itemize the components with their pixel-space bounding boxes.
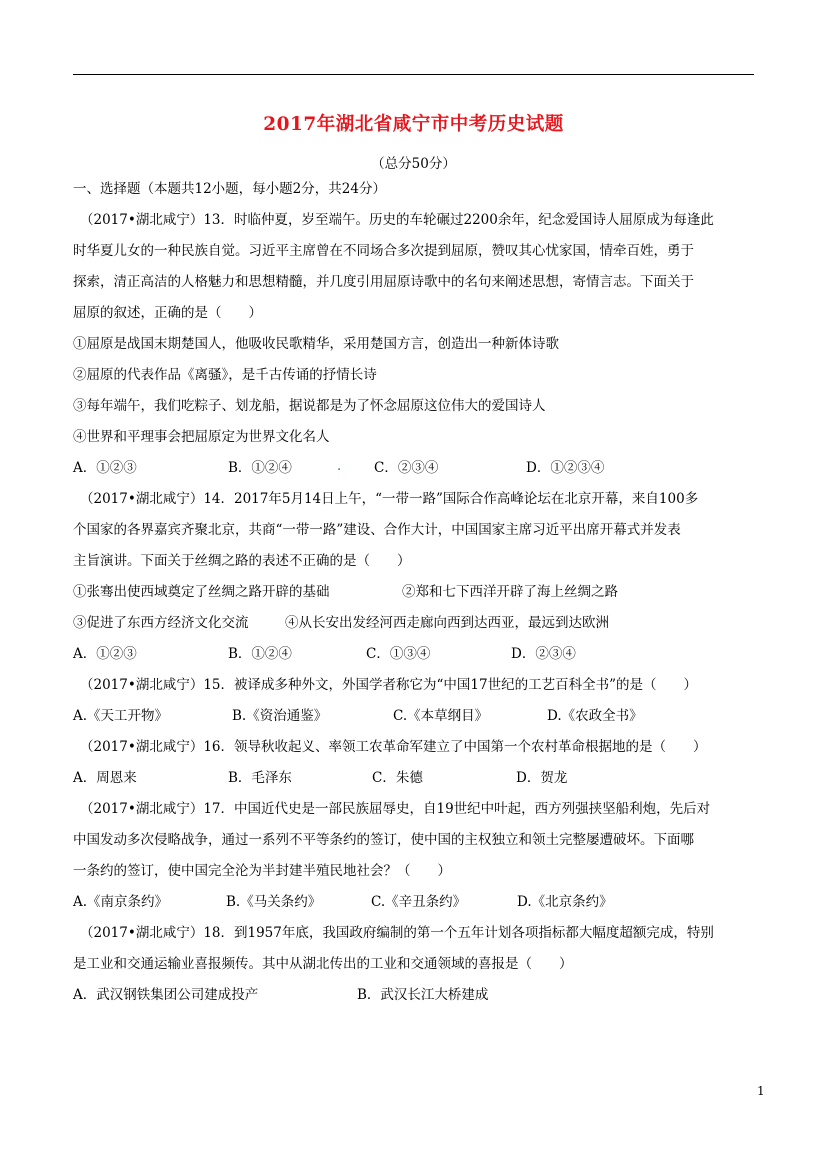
question-16-stem-line: （2017•湖北咸宁）16．领导秋收起义、率领工农革命军建立了中国第一个农村革命根据地的是（ ） (80, 739, 707, 755)
question-13-statement: ④世界和平理事会把屈原定为世界文化名人 (73, 429, 330, 445)
question-16 (73, 732, 763, 794)
question-14-options (73, 639, 763, 670)
question-14-statement: ③促进了东西方经济文化交流 (73, 615, 249, 631)
question-17 (73, 794, 763, 918)
option-b: B．①②④ (228, 646, 292, 662)
scan-mark: . (337, 459, 342, 474)
page-number: 1 (757, 1084, 765, 1098)
option-c: C.《辛丑条约》 (371, 894, 467, 910)
option-a: A．①②③ (73, 646, 137, 662)
question-14-stem-line: 主旨演讲。下面关于丝绸之路的表述不正确的是（ ） (73, 553, 411, 569)
question-14-statement: ②郑和七下西洋开辟了海上丝绸之路 (402, 584, 618, 600)
question-14-stem-line: 个国家的各界嘉宾齐聚北京，共商“一带一路”建设、合作大计，中国国家主席习近平出席开幕式并发表 (73, 522, 681, 538)
question-13-stem-line: 时华夏儿女的一种民族自觉。习近平主席曾在不同场合多次提到屈原，赞叹其心忧家国，情牵百姓，勇于 (73, 243, 694, 259)
total-score: （总分50分） (371, 156, 456, 172)
question-14-statements-row (73, 577, 763, 608)
option-d: D.《农政全书》 (547, 708, 643, 724)
question-17-stem-line: 中国发动多次侵略战争，通过一系列不平等条约的签订，使中国的主权独立和领土完整屡遭破坏。下面哪 (73, 832, 694, 848)
question-13-statement: ②屈原的代表作品《离骚》，是千古传诵的抒情长诗 (73, 367, 377, 383)
question-14-statement: ④从长安出发经河西走廊向西到达西亚，最远到达欧洲 (285, 615, 609, 631)
question-16-options (73, 763, 763, 794)
option-d: D．②③④ (511, 646, 576, 662)
option-b: B.《资治通鉴》 (232, 708, 328, 724)
option-a: A．周恩来 (73, 770, 137, 786)
question-14-statements-row (73, 608, 763, 639)
question-13-stem-line: 屈原的叙述，正确的是（ ） (73, 305, 262, 321)
page-title: 2017年湖北省咸宁市中考历史试题 (263, 114, 564, 135)
question-13-options (73, 453, 763, 484)
question-14-stem-line: （2017•湖北咸宁）14．2017年5月14日上午，“一带一路”国际合作高峰论坛在北京开幕，来自100多 (80, 491, 699, 507)
question-13-stem-line: （2017•湖北咸宁）13．时临仲夏，岁至端午。历史的车轮碾过2200余年，纪念爱国诗人屈原成为每逢此 (80, 212, 714, 228)
question-13 (73, 205, 763, 484)
question-15-options (73, 701, 763, 732)
question-18-options (73, 980, 763, 1011)
option-a: A．①②③ (73, 460, 137, 476)
option-d: D．贺龙 (516, 770, 568, 786)
question-13-stem-line: 探索，清正高洁的人格魅力和思想精髓，并几度引用屈原诗歌中的名句来阐述思想，寄情言志。下面关于 (73, 274, 694, 290)
exam-content (73, 174, 763, 1011)
question-15-stem-line: （2017•湖北咸宁）15．被译成多种外文，外国学者称它为“中国17世纪的工艺百科全书”的是（ ） (80, 677, 697, 693)
question-17-stem-line: 一条约的签订，使中国完全沦为半封建半殖民地社会？（ ） (73, 863, 451, 879)
section-heading: 一、选择题（本题共12小题，每小题2分，共24分） (73, 181, 386, 197)
question-18-stem-line: 是工业和交通运输业喜报频传。其中从湖北传出的工业和交通领域的喜报是（ ） (73, 956, 573, 972)
question-14-statement: ①张骞出使西域奠定了丝绸之路开辟的基础 (73, 584, 330, 600)
option-a: A．武汉钢铁集团公司建成投产 (73, 987, 259, 1003)
question-18-stem-line: （2017•湖北咸宁）18．到1957年底，我国政府编制的第一个五年计划各项指标都大幅度超额完成，特别 (80, 925, 714, 941)
question-13-statement: ①屈原是战国末期楚国人，他吸收民歌精华，采用楚国方言，创造出一种新体诗歌 (73, 336, 559, 352)
header-rule (73, 74, 754, 75)
question-13-statement: ③每年端午，我们吃粽子、划龙船，据说都是为了怀念屈原这位伟大的爱国诗人 (73, 398, 546, 414)
option-b: B．①②④ (228, 460, 292, 476)
option-a: A.《南京条约》 (73, 894, 169, 910)
question-14 (73, 484, 763, 670)
option-b: B．毛泽东 (228, 770, 292, 786)
option-b: B．武汉长江大桥建成 (357, 987, 489, 1003)
option-c: C．②③④ (374, 460, 439, 476)
question-18 (73, 918, 763, 1011)
option-b: B.《马关条约》 (226, 894, 322, 910)
option-a: A.《天工开物》 (73, 708, 169, 724)
option-c: C.《本草纲目》 (393, 708, 489, 724)
option-c: C．①③④ (366, 646, 431, 662)
option-c: C．朱德 (372, 770, 423, 786)
question-17-stem-line: （2017•湖北咸宁）17．中国近代史是一部民族屈辱史，自19世纪中叶起，西方列强挟坚船利炮，先后对 (80, 801, 711, 817)
option-d: D．①②③④ (526, 460, 605, 476)
question-15 (73, 670, 763, 732)
question-17-options (73, 887, 763, 918)
option-d: D.《北京条约》 (517, 894, 613, 910)
